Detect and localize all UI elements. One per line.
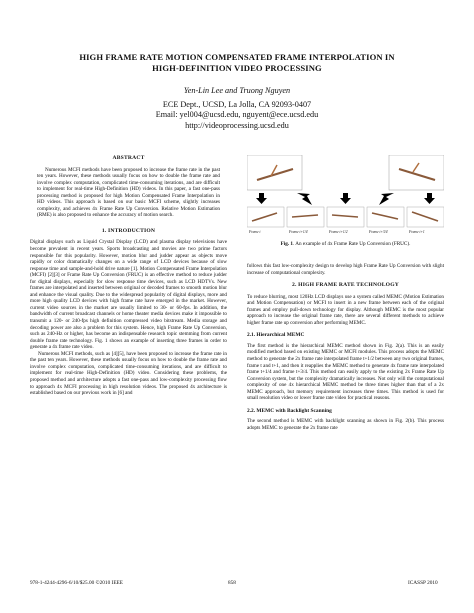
title-line-1: HIGH FRAME RATE MOTION COMPENSATED FRAME INTERPOLATION IN (79, 52, 395, 62)
section-2-1-heading: 2.1. Hierarchical MEMC (247, 332, 305, 339)
arrow-icon (256, 193, 267, 204)
right-column (247, 263, 444, 431)
footer-isbn: 978-1-4244-4296-6/10/$25.00 ©2010 IEEE (30, 580, 124, 586)
intro-paragraph-2: Numerous MCFI methods, such as [4][5], have been proposed to increase the frame rate in the past ten years. However, these methods usually focus on how to double the frame rate and involve complex computation, complicated time-consuming iterations, and are difficult to implement for real-time High-Definition (HD) video. Considering these problems, the proposed method and architecture adopts a fast one-pass and low-complexity processing flow to approach 4x MCFI processing in high resolution videos. The proposed 4x architecture is established based on our previous work in [6] and (30, 350, 227, 397)
section-2-2-text: The second method is MEMC with backlight scanning as shown in Fig. 2(b). This process adopts MEMC to generate the 2x frame rate (247, 418, 444, 431)
abstract-heading: ABSTRACT (112, 155, 145, 161)
arrow-icon (424, 193, 435, 204)
frame-label: Frame t (249, 230, 261, 234)
section-2-1-text: The first method is the hierarchical MEMC method shown in Fig. 2(a). This is an easily modified method based on existing MEMC or MCFI modules. This process adopts the MEMC method to generate the 2x frame rate interpolated frame t+1/2 between any two original frames, frame t and t+1, and then it reapplies the MEMC method to generate 4x frame rate interpolated frame t+1/4 and frame t+3/4. This method can easily apply to the existing 2x Frame Rate Up Conversion system, but the complexity dramatically increases. Not only will the computational complexity of one 4x hierarchical MEMC method be three times higher than that of a 2x MEMC approach, but memory requirement increases three times. This method is used for small resolution video or lower frame rate video for practical reasons. (247, 342, 444, 402)
paper-title (0, 52, 474, 74)
frame-t-top (247, 155, 302, 190)
intro-heading: 1. INTRODUCTION (101, 227, 156, 234)
arrow-icon (297, 193, 312, 205)
caption-text: . An example of 4x Frame Rate Up Conversion (FRUC). (292, 241, 411, 247)
arrow-icon (340, 193, 351, 204)
footer-venue: ICASSP 2010 (408, 580, 438, 586)
frame-label: Frame t+1/2 (329, 230, 348, 234)
affiliation (0, 100, 474, 131)
intro-paragraph-1: Digital displays such as Liquid Crystal Display (LCD) and plasma display televisions have become prevalent in recent years. Sports broadcasting and movies are two prime factors responsible for this popularity. However, motion blur and judder appear as objects move rapidly or color dramatically changes on a wide range of LCD devices because of slow response time and sample-and-hold drive nature [1]. Motion Compensated Frame Interpolation (MCFI) [2][3] or Frame Rate Up Conversion (FRUC) is an effective method to reduce judder for digital displays, especially for slow response time devices, such as LCD HDTVs. New frames are interpolated and inserted between original or decoded frames to smooth motion blur and enhance the visual quality. Due to the widespread popularity of digital displays, more and more high quality LCD devices with high frame rate have emerged in the market. However, current video sources in the market are usually limited to 30- or 60-fps. In addition, the bandwidth of current broadcast channels or home theater media devices make it impossible to transmit a 120- or 240-fps high definition compressed video bitstream. Media storage and decoding power are also a problem for this system. Hence, high Frame Rate Up Conversion, such as 240-Hz or higher, has become an indispensable research topic stemming from current double frame rate technology. Fig. 1 shows an example of inserting three frames in order to generate a 4x frame rate video. (30, 239, 227, 351)
authors: Yen-Lin Lee and Truong Nguyen (183, 86, 291, 95)
section-2-heading: 2. HIGH FRAME RATE TECHNOLOGY (291, 282, 400, 289)
arrow-icon (379, 193, 394, 205)
affiliation-email: Email: yel004@ucsd.edu, nguyent@ece.ucsd.edu (155, 110, 319, 120)
affiliation-url: http://videoprocessing.ucsd.edu (185, 120, 289, 130)
frame-strip (247, 207, 444, 227)
figure-1 (247, 155, 444, 237)
title-line-2: HIGH-DEFINITION VIDEO PROCESSING (152, 63, 322, 73)
affiliation-dept: ECE Dept., UCSD, La Jolla, CA 92093-0407 (162, 100, 312, 109)
right-continuation: follows this fast low-complexity design to develop high Frame Rate Up Conversion with slight increase of computational complexity. (247, 263, 444, 276)
figure-1-caption (247, 241, 444, 248)
footer-page-number: 858 (228, 580, 236, 586)
frame-t1-top (389, 155, 444, 190)
caption-label: Fig. 1 (280, 241, 293, 247)
frame-label: Frame t+1 (409, 230, 425, 234)
abstract-text: Numerous MCFI methods have been proposed to increase the frame rate in the past ten years. However, these methods usually focus on how to double the frame rate and involve complex computation, complicated time-consuming iterations, and are difficult to implement for real-time High-Definition (HD) videos. In this paper, a fast one-pass processing method is proposed for high Motion Compensated Frame Interpolation in HD videos. This approach is based on our basic MCFI scheme, slightly increases complexity, and achieves 4x Frame Rate Up Conversion. Relative Motion Estimation (RME) is also proposed to enhance the accuracy of motion search. (37, 166, 220, 219)
figure-1-graphic (247, 155, 444, 237)
section-2-2-heading: 2.2. MEMC with Backlight Scanning (247, 407, 332, 414)
frame-label: Frame t+1/4 (289, 230, 308, 234)
frame-label: Frame t+3/4 (369, 230, 388, 234)
section-2-text: To reduce blurring, most 120Hz LCD displays use a system called MEMC (Motion Estimation and Motion Compensation) or MCFI to insert in a new frame between each of the original frames and employ pull-down technology for display. Although MEMC is the most popular approach to increase the original frame rate, there are several different methods to achieve higher frame rate up conversion after performing MEMC. (247, 293, 444, 326)
left-column (30, 155, 227, 397)
